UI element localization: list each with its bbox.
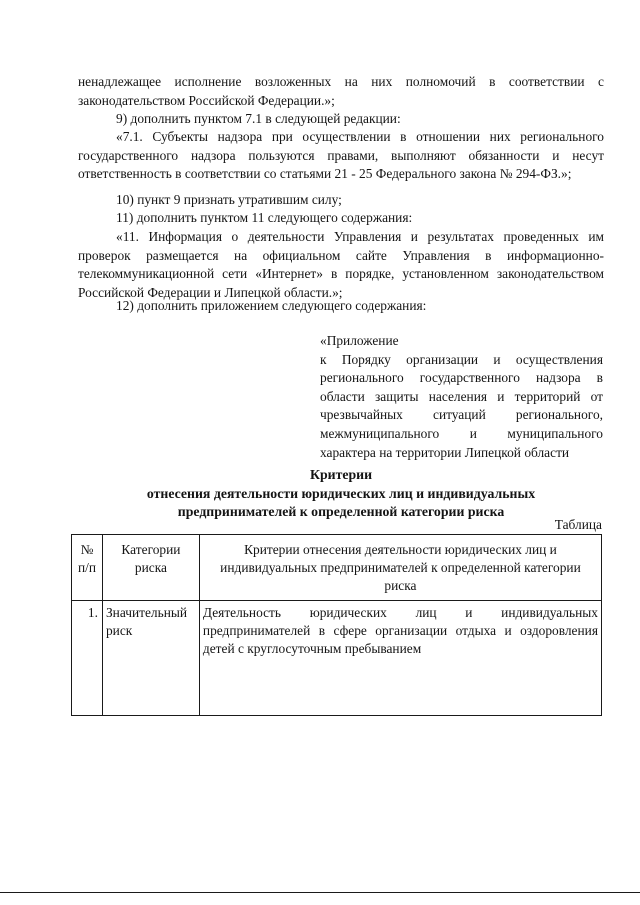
header-category: Категории риска	[102, 535, 199, 601]
appendix-label: «Приложение	[320, 333, 399, 348]
table-caption: Таблица	[554, 517, 602, 532]
appendix-reference: к Порядку организации и осуществления регионального государственного надзора в области защиты населения и территорий от чрезвычайных ситуаций регионального, межмуниципального и муниципального характера на территории Липецкой области	[320, 351, 603, 460]
paragraph-end-prev: ненадлежащее исполнение возложенных на них полномочий в соответствии с законодательством Российской Федерации.»;	[78, 74, 604, 108]
row-number: 1.	[72, 601, 103, 716]
criteria-title-line-1: Критерии	[309, 467, 373, 482]
criteria-title-line-3: предпринимателей к определенной категории риска	[177, 504, 505, 519]
risk-criteria-table	[71, 534, 602, 716]
criteria-title	[78, 466, 604, 522]
paragraph-item-9: 9) дополнить пунктом 7.1 в следующей редакции:	[116, 111, 401, 126]
criteria-title-line-2: отнесения деятельности юридических лиц и индивидуальных	[146, 485, 536, 501]
paragraph-item-12: 12) дополнить приложением следующего содержания:	[116, 298, 427, 313]
table-row	[72, 601, 602, 716]
paragraph-point-11: «11. Информация о деятельности Управления и результатах проведенных им проверок размещается на официальном сайте Управления в информационно-телекоммуникационной сети «Интернет» в порядке, установленном законодательством Российской Федерации и Липецкой области.»;	[78, 229, 604, 300]
row-criteria: Деятельность юридических лиц и индивидуальных предпринимателей в сфере организации отдыха и оздоровления детей с круглосуточным пребыванием	[199, 601, 601, 716]
header-criteria: Критерии отнесения деятельности юридических лиц и индивидуальных предпринимателей к определенной категории риска	[199, 535, 601, 601]
row-category: Значительный риск	[102, 601, 199, 716]
paragraph-point-7-1: «7.1. Субъекты надзора при осуществлении в отношении них регионального государственного надзора пользуются правами, выполняют обязанности и несут ответственность в соответствии со статьями 21 - 25 Федерального закона № 294-ФЗ.»;	[78, 129, 604, 182]
header-number: № п/п	[72, 535, 103, 601]
page-bottom-rule	[0, 892, 640, 893]
appendix-heading	[320, 332, 603, 462]
table-header-row	[72, 535, 602, 601]
paragraph-item-10: 10) пункт 9 признать утратившим силу;	[116, 192, 342, 207]
paragraph-item-11: 11) дополнить пунктом 11 следующего содержания:	[116, 210, 413, 225]
